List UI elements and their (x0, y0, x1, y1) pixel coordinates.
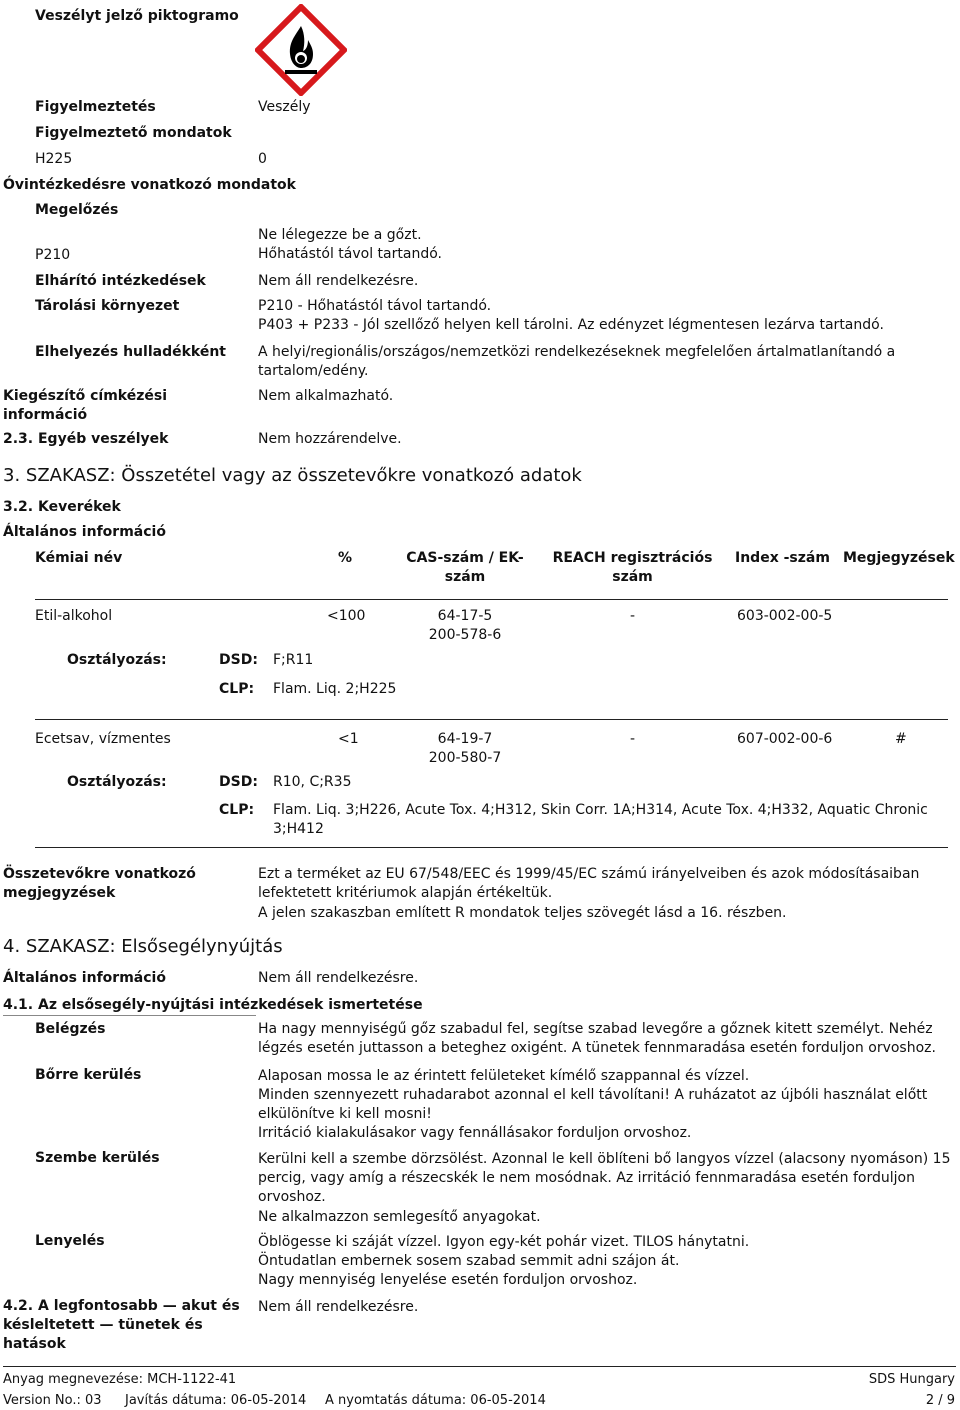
row2-name: Ecetsav, vízmentes (35, 731, 171, 747)
footer-version: Version No.: 03 (3, 1393, 102, 1408)
row2-clp-label: CLP: (219, 802, 255, 818)
ingestion-line1: Öblögesse ki száját vízzel. Igyon egy-két pohár vizet. TILOS hánytatni. (258, 1234, 750, 1250)
other-hazards-label: 2.3. Egyéb veszélyek (3, 431, 169, 447)
col-pct: % (338, 550, 353, 566)
row1-clp: Flam. Liq. 2;H225 (273, 681, 397, 697)
col-index: Index -szám (735, 550, 830, 566)
skin-line2: Minden szennyezett ruhadarabot azonnal el kell távolítani! A ruházatot az újbóli használat előtt elkülönítve ki kell mosni! (258, 1087, 928, 1122)
footer-revision: Javítás dátuma: 06-05-2014 (125, 1393, 307, 1408)
col-reach: REACH regisztrációs szám (552, 550, 713, 585)
comp-notes-line1: Ezt a terméket az EU 67/548/EEC és 1999/45/EC számú irányelveiben és azok módosításaiban lefektetett kritériumok alapján értékeltük. (258, 866, 920, 901)
section3-sub: 3.2. Keverékek (3, 499, 121, 515)
hazard-value: 0 (258, 151, 267, 167)
section4-general-value: Nem áll rendelkezésre. (258, 970, 419, 986)
response-value: Nem áll rendelkezésre. (258, 273, 419, 289)
footer-page: 2 / 9 (925, 1393, 955, 1408)
footer-divider (3, 1366, 956, 1367)
symptoms-label: 4.2. A legfontosabb — akut és késleltetett — tünetek és hatások (3, 1298, 240, 1352)
row2-reach: - (630, 731, 636, 747)
signal-label: Figyelmeztetés (35, 99, 156, 115)
table-end-divider (35, 847, 948, 848)
disposal-label: Elhelyezés hulladékként (35, 344, 226, 360)
p210-code: P210 (35, 247, 71, 263)
footer-printed: A nyomtatás dátuma: 06-05-2014 (325, 1393, 546, 1408)
row2-class-label: Osztályozás: (67, 774, 167, 790)
ingestion-line3: Nagy mennyiség lenyelése esetén forduljon orvoshoz. (258, 1272, 638, 1288)
row1-clp-label: CLP: (219, 681, 255, 697)
section4-title: 4. SZAKASZ: Elsősegélynyújtás (3, 936, 283, 957)
row1-reach: - (630, 608, 636, 624)
storage-line2: P403 + P233 - Jól szellőző helyen kell tárolni. Az edényzet légmentesen lezárva tartandó. (258, 317, 884, 333)
row1-ek: 200-578-6 (428, 627, 502, 643)
hazard-code: H225 (35, 151, 73, 167)
supplemental-value: Nem alkalmazható. (258, 388, 394, 404)
inhalation-label: Belégzés (35, 1021, 106, 1037)
storage-line1: P210 - Hőhatástól távol tartandó. (258, 298, 492, 314)
row1-cas: 64-17-5 (437, 608, 493, 624)
row-divider (35, 719, 948, 720)
col-notes: Megjegyzések (843, 550, 955, 566)
storage-label: Tárolási környezet (35, 298, 180, 314)
section4-sub-underline (3, 1015, 256, 1016)
row1-class-label: Osztályozás: (67, 652, 167, 668)
col-name: Kémiai név (35, 550, 123, 566)
p210-line1: Ne lélegezze be a gőzt. (258, 227, 422, 243)
comp-notes-line2: A jelen szakaszban említett R mondatok teljes szövegét lásd a 16. részben. (258, 905, 787, 921)
row2-pct: <1 (338, 731, 359, 747)
symptoms-value: Nem áll rendelkezésre. (258, 1299, 419, 1315)
row1-dsd: F;R11 (273, 652, 314, 668)
ingestion-line2: Öntudatlan embernek sosem szabad semmit adni szájon át. (258, 1253, 680, 1269)
row1-pct: <100 (327, 608, 366, 624)
section3-title: 3. SZAKASZ: Összetétel vagy az összetevőkre vonatkozó adatok (3, 465, 582, 486)
precaution-label: Óvintézkedésre vonatkozó mondatok (3, 177, 296, 193)
disposal-value: A helyi/regionális/országos/nemzetközi rendelkezéseknek megfelelően ártalmatlanítandó a tartalom/edény. (258, 344, 896, 379)
eye-label: Szembe kerülés (35, 1150, 160, 1166)
other-hazards-value: Nem hozzárendelve. (258, 431, 402, 447)
signal-value: Veszély (258, 99, 311, 115)
eye-line1: Kerülni kell a szembe dörzsölést. Azonnal le kell öblíteni bő langyos vízzel (alacsony nyomáson) 15 percig, vagy amíg a részecskék le nem mosódnak. Az irritáció fennmaradása esetén forduljon orvoshoz. (258, 1151, 951, 1205)
footer-material: Anyag megnevezése: MCH-1122-41 (3, 1372, 237, 1387)
row2-notes: # (895, 731, 907, 747)
section4-sub: 4.1. Az elsősegély-nyújtási intézkedések ismertetése (3, 997, 423, 1013)
row1-name: Etil-alkohol (35, 608, 113, 624)
comp-notes-label: Összetevőkre vonatkozó megjegyzések (3, 866, 196, 901)
section4-general: Általános információ (3, 970, 166, 986)
skin-line1: Alaposan mossa le az érintett felületeket kímélő szappannal és vízzel. (258, 1068, 750, 1084)
row1-dsd-label: DSD: (219, 652, 258, 668)
footer-brand: SDS Hungary (868, 1372, 955, 1387)
supplemental-label: Kiegészítő címkézési információ (3, 388, 168, 423)
hazard-label: Figyelmeztető mondatok (35, 125, 232, 141)
row2-clp: Flam. Liq. 3;H226, Acute Tox. 4;H312, Skin Corr. 1A;H314, Acute Tox. 4;H332, Aquatic Chronic 3;H412 (273, 802, 928, 837)
flame-pictogram-icon (255, 4, 347, 96)
row2-index: 607-002-00-6 (737, 731, 833, 747)
col-cas: CAS-szám / EK-szám (406, 550, 524, 585)
eye-line2: Ne alkalmazzon semlegesítő anyagokat. (258, 1209, 541, 1225)
row2-dsd-label: DSD: (219, 774, 258, 790)
pictogram-label: Veszélyt jelző piktogramo (35, 8, 239, 24)
response-label: Elhárító intézkedések (35, 273, 206, 289)
row1-index: 603-002-00-5 (737, 608, 833, 624)
skin-line3: Irritáció kialakulásakor vagy fennállásakor forduljon orvoshoz. (258, 1125, 692, 1141)
row2-ek: 200-580-7 (428, 750, 502, 766)
header-divider (35, 599, 948, 600)
row2-cas: 64-19-7 (437, 731, 493, 747)
ingestion-label: Lenyelés (35, 1233, 105, 1249)
row2-dsd: R10, C;R35 (273, 774, 352, 790)
p210-line2: Hőhatástól távol tartandó. (258, 246, 442, 262)
prevention-label: Megelőzés (35, 202, 119, 218)
inhalation-value: Ha nagy mennyiségű gőz szabadul fel, segítse szabad levegőre a gőznek kitett személyt. Nehéz légzés esetén juttasson a beteghez oxigént. A tünetek fennmaradása esetén forduljon orvoshoz. (258, 1021, 936, 1056)
skin-label: Bőrre kerülés (35, 1067, 142, 1083)
section3-general: Általános információ (3, 524, 166, 540)
